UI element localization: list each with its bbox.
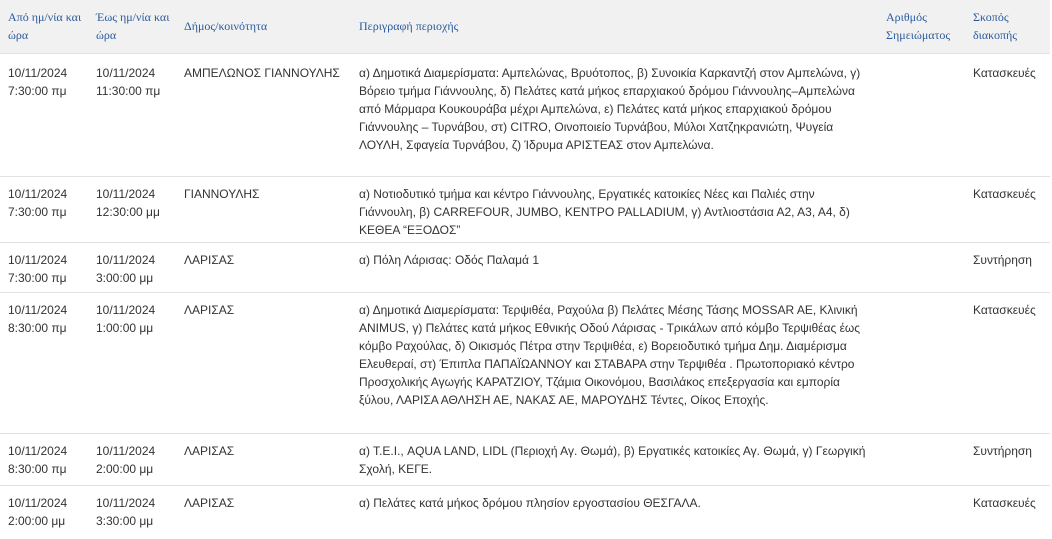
municipality-cell: ΛΑΡΙΣΑΣ xyxy=(176,485,351,539)
table-header xyxy=(0,0,1050,53)
table-row xyxy=(0,433,1050,485)
from-cell xyxy=(0,292,88,433)
from-cell xyxy=(0,433,88,485)
purpose-cell: Κατασκευές xyxy=(965,485,1050,539)
to-date: 10/11/2024 xyxy=(96,65,156,80)
municipality-cell: ΛΑΡΙΣΑΣ xyxy=(176,292,351,433)
municipality-cell: ΓΙΑΝΝΟΥΛΗΣ xyxy=(176,176,351,242)
number-cell xyxy=(878,292,965,433)
from-time: 7:30:00 πμ xyxy=(8,204,67,219)
table-row xyxy=(0,176,1050,242)
from-cell xyxy=(0,485,88,539)
municipality-cell: ΑΜΠΕΛΩΝΟΣ ΓΙΑΝΝΟΥΛΗΣ xyxy=(176,53,351,176)
from-time: 2:00:00 μμ xyxy=(8,513,66,528)
from-date: 10/11/2024 xyxy=(8,495,68,510)
to-time: 11:30:00 πμ xyxy=(96,83,161,98)
from-date: 10/11/2024 xyxy=(8,302,68,317)
table-row xyxy=(0,292,1050,433)
purpose-cell: Κατασκευές xyxy=(965,176,1050,242)
to-time: 3:00:00 μμ xyxy=(96,270,154,285)
from-cell xyxy=(0,176,88,242)
to-cell xyxy=(88,176,176,242)
purpose-cell: Συντήρηση xyxy=(965,242,1050,292)
header-row xyxy=(0,0,1050,53)
to-date: 10/11/2024 xyxy=(96,443,156,458)
purpose-cell: Κατασκευές xyxy=(965,292,1050,433)
from-date: 10/11/2024 xyxy=(8,65,68,80)
header-to[interactable]: Έως ημ/νία και ώρα xyxy=(88,0,176,53)
number-cell xyxy=(878,176,965,242)
description-cell: α) Νοτιοδυτικό τμήμα και κέντρο Γιάννουλης, Εργατικές κατοικίες Νέες και Παλιές στην Γιάννουλη, β) CARREFOUR, JUMBO, KENTPO PALLADIUM, γ) Αντλιοστάσια Α2, Α3, Α4, δ) ΚΕΘΕΑ “ΕΞΟΔΟΣ” xyxy=(351,176,878,242)
to-date: 10/11/2024 xyxy=(96,252,156,267)
from-time: 7:30:00 πμ xyxy=(8,83,67,98)
table-row xyxy=(0,242,1050,292)
to-time: 3:30:00 μμ xyxy=(96,513,154,528)
purpose-cell: Κατασκευές xyxy=(965,53,1050,176)
description-cell: α) Δημοτικά Διαμερίσματα: Αμπελώνας, Βρυότοπος, β) Συνοικία Καρκαντζή στον Αμπελώνα, γ) Βόρειο τμήμα Γιάννουλης, δ) Πελάτες κατά μήκος επαρχιακού δρόμου Γιάννουλης–Αμπελώνα από Μάρμαρα Κουκουράβα μέχρι Αμπελώνα, ε) Πελάτες κατά μήκος επαρχιακού δρόμου Γιάννουλης – Τυρνάβου, στ) CITRO, Οινοποιείο Τυρνάβου, Μύλοι Χατζηκρανιώτη, Ψυγεία ΛΟΥΛΗ, Σφαγεία Τυρνάβου, ζ) Ίδρυμα ΑΡΙΣΤΕΑΣ στον Αμπελώνα. xyxy=(351,53,878,176)
to-date: 10/11/2024 xyxy=(96,302,156,317)
from-date: 10/11/2024 xyxy=(8,252,68,267)
to-cell xyxy=(88,242,176,292)
description-cell: α) Δημοτικά Διαμερίσματα: Τερψιθέα, Ραχούλα β) Πελάτες Μέσης Τάσης MOSSAR AE, Κλινική ANIMUS, γ) Πελάτες κατά μήκος Εθνικής Οδού Λάρισας - Τρικάλων από κόμβο Τερψιθέας έως κόμβο Ραχούλας, δ) Οικισμός Πέτρα στην Τερψιθέα, ε) Βορειοδυτικό τμήμα Δημ. Διαμέρισμα Ελευθεραί, στ) Έπιπλα ΠΑΠΑΪΩΑΝΝΟΥ και ΣΤΑΒΑΡΑ στην Τερψιθέα . Πρωτοποριακό κέντρο Προσχολικής Αγωγής ΚΑΡΑΤΖΙΟΥ, Τζάμια Οικονόμου, Βασιλάκος επεξεργασία και εμπορία ξύλου, ΛΑΡΙΣΑ ΑΘΛΗΣΗ ΑΕ, ΝΑΚΑΣ ΑΕ, ΜΑΡΟΥΔΗΣ Τέντες, Οίκος Εποχής. xyxy=(351,292,878,433)
purpose-cell: Συντήρηση xyxy=(965,433,1050,485)
from-time: 8:30:00 πμ xyxy=(8,461,67,476)
to-cell xyxy=(88,53,176,176)
description-cell: α) Πελάτες κατά μήκος δρόμου πλησίον εργοστασίου ΘΕΣΓΑΛΑ. xyxy=(351,485,878,539)
header-description[interactable]: Περιγραφή περιοχής xyxy=(351,0,878,53)
table-row xyxy=(0,485,1050,539)
header-number[interactable]: Αριθμός Σημειώματος xyxy=(878,0,965,53)
municipality-cell: ΛΑΡΙΣΑΣ xyxy=(176,242,351,292)
to-time: 1:00:00 μμ xyxy=(96,320,154,335)
to-cell xyxy=(88,485,176,539)
number-cell xyxy=(878,53,965,176)
to-cell xyxy=(88,433,176,485)
header-from[interactable]: Από ημ/νία και ώρα xyxy=(0,0,88,53)
header-municipality[interactable]: Δήμος/κοινότητα xyxy=(176,0,351,53)
to-date: 10/11/2024 xyxy=(96,495,156,510)
from-time: 7:30:00 πμ xyxy=(8,270,67,285)
from-cell xyxy=(0,242,88,292)
municipality-cell: ΛΑΡΙΣΑΣ xyxy=(176,433,351,485)
to-time: 12:30:00 μμ xyxy=(96,204,160,219)
description-cell: α) Πόλη Λάρισας: Οδός Παλαμά 1 xyxy=(351,242,878,292)
to-date: 10/11/2024 xyxy=(96,186,156,201)
from-cell xyxy=(0,53,88,176)
from-date: 10/11/2024 xyxy=(8,186,68,201)
number-cell xyxy=(878,242,965,292)
number-cell xyxy=(878,433,965,485)
to-time: 2:00:00 μμ xyxy=(96,461,154,476)
description-cell: α) Τ.Ε.Ι., AQUA LAND, LIDL (Περιοχή Αγ. Θωμά), β) Εργατικές κατοικίες Αγ. Θωμά, γ) Γεωργική Σχολή, ΚΕΓΕ. xyxy=(351,433,878,485)
header-purpose[interactable]: Σκοπός διακοπής xyxy=(965,0,1050,53)
from-time: 8:30:00 πμ xyxy=(8,320,67,335)
table-body xyxy=(0,53,1050,539)
table-row xyxy=(0,53,1050,176)
from-date: 10/11/2024 xyxy=(8,443,68,458)
number-cell xyxy=(878,485,965,539)
to-cell xyxy=(88,292,176,433)
